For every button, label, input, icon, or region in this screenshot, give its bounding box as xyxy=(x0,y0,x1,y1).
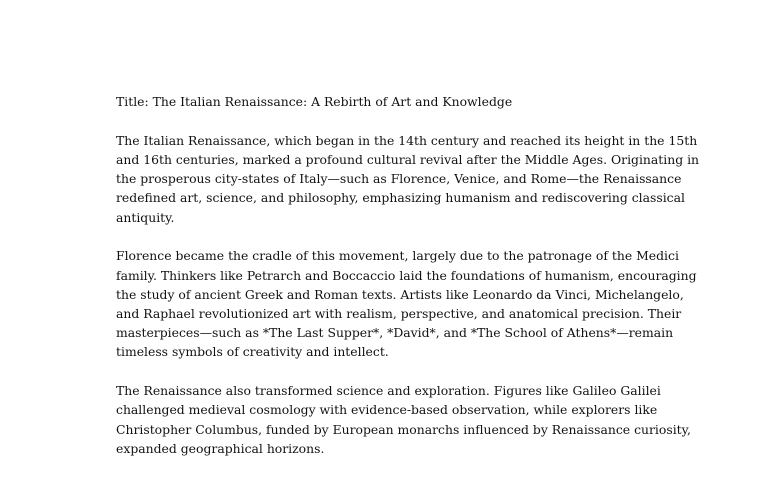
paragraph-line: antiquity. xyxy=(116,209,175,225)
paragraph-line: Florence became the cradle of this movement, largely due to the patronage of the Medici xyxy=(116,248,679,264)
paragraph-line: challenged medieval cosmology with evidence-based observation, while explorers like xyxy=(116,402,658,418)
paragraph-line: the study of ancient Greek and Roman texts. Artists like Leonardo da Vinci, Michelangelo, xyxy=(116,286,684,302)
paragraph-line: expanded geographical horizons. xyxy=(116,440,325,456)
paragraph-line: family. Thinkers like Petrarch and Boccaccio laid the foundations of humanism, encouraging xyxy=(116,267,697,283)
paragraph-line: and Raphael revolutionized art with realism, perspective, and anatomical precision. Their xyxy=(116,306,682,322)
paragraph-line: Christopher Columbus, funded by European monarchs influenced by Renaissance curiosity, xyxy=(116,421,691,437)
document-page xyxy=(116,92,700,478)
paragraph-2 xyxy=(116,246,697,361)
paragraph-line: masterpieces—such as *The Last Supper*, *David*, and *The School of Athens*—remain xyxy=(116,325,674,341)
paragraph-3 xyxy=(116,381,691,458)
paragraph-line: The Renaissance also transformed science and exploration. Figures like Galileo Galilei xyxy=(116,383,661,399)
document-title: Title: The Italian Renaissance: A Rebirth of Art and Knowledge xyxy=(116,94,513,109)
paragraph-line: the prosperous city-states of Italy—such as Florence, Venice, and Rome—the Renaissance xyxy=(116,171,682,187)
paragraph-line: redefined art, science, and philosophy, emphasizing humanism and rediscovering classical xyxy=(116,190,685,206)
paragraph-line: timeless symbols of creativity and intellect. xyxy=(116,344,389,360)
paragraph-1 xyxy=(116,131,700,227)
paragraph-line: and 16th centuries, marked a profound cultural revival after the Middle Ages. Originating in xyxy=(116,152,700,167)
paragraph-line: The Italian Renaissance, which began in the 14th century and reached its height in the 15th xyxy=(116,132,698,148)
